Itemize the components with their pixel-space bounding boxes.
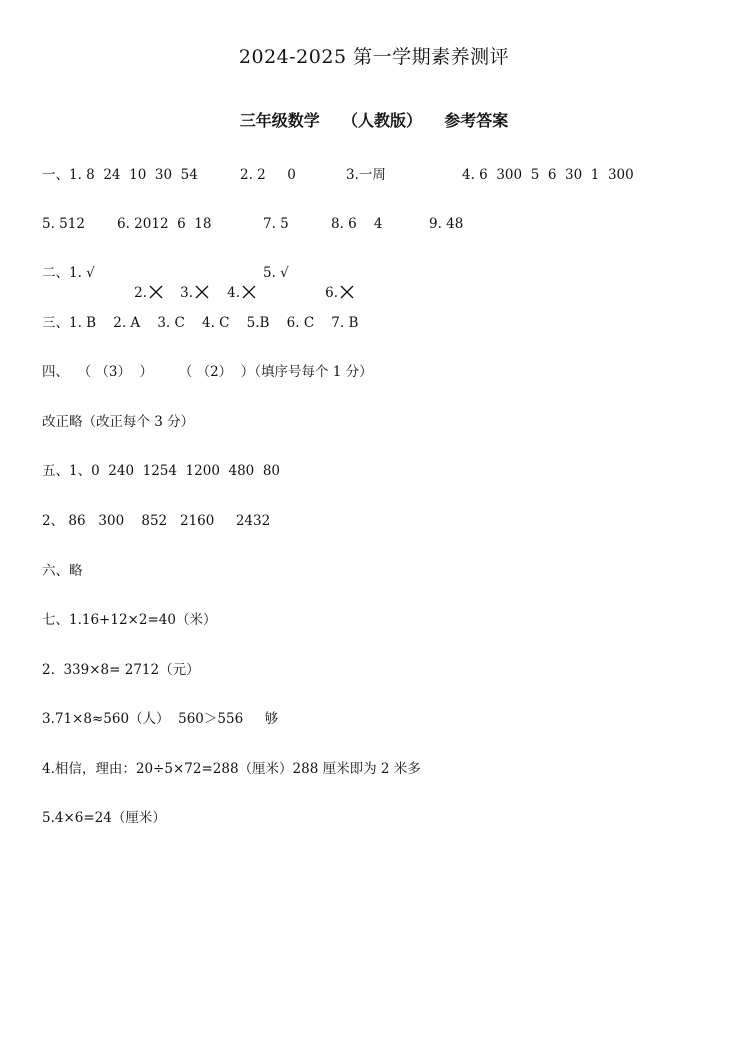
answer-2-1: 二、1. √ [42,265,95,281]
answer-line-section-7-q5: 5.4×6=24（厘米） [42,810,166,826]
answer-1-5: 5. 512 [42,216,85,232]
answer-line-section-2 [42,263,339,301]
answer-line-section-5-part-1: 五、1、0 240 1254 1200 480 80 [42,463,281,479]
cross-mark-icon [241,284,257,300]
answer-line-section-3: 三、1. B 2. A 3. C 4. C 5.B 6. C 7. B [42,315,359,331]
answer-1-3: 3.一周 [346,167,386,183]
answer-line-section-7-q2: 2. 339×8= 2712（元） [42,662,200,678]
answer-1-7: 7. 5 [263,216,289,232]
answer-1-4: 4. 6 300 5 6 30 1 300 [462,167,634,183]
answer-line-section-7-q3: 3.71×8≈560（人） 560＞556 够 [42,711,279,727]
answer-line-section-5-part-2: 2、 86 300 852 2160 2432 [42,513,271,529]
answer-1-8: 8. 6 4 [331,216,383,232]
answer-line-section-4: 四、 （ （3） ） （ （2） ）（填序号每个 1 分） [42,364,373,380]
answer-2-2-label: 2. [134,285,148,301]
cross-mark-icon [339,284,355,300]
cross-mark-icon [194,284,210,300]
answer-2-6-label: 6. [325,285,339,301]
answer-1-1: 一、1. 8 24 10 30 54 [42,167,198,183]
answer-1-6: 6. 2012 6 18 [117,216,212,232]
answer-line-section-6: 六、略 [42,563,83,579]
page-title: 2024-2025 第一学期素养测评 [238,46,510,68]
page-subtitle: 三年级数学 （人教版） 参考答案 [239,111,509,130]
answer-1-9: 9. 48 [429,216,464,232]
answer-line-section-4-note: 改正略（改正每个 3 分） [42,414,195,430]
cross-mark-icon [148,284,164,300]
answer-line-section-7-q4: 4.相信，理由：20÷5×72=288（厘米）288 厘米即为 2 米多 [42,761,421,777]
answer-1-2: 2. 2 0 [240,167,296,183]
answer-2-5: 5. √ [263,265,289,281]
answer-2-4-label: 4. [227,285,241,301]
answer-line-section-1-part-1 [42,165,634,185]
answer-line-section-1-part-2 [42,214,464,234]
answer-2-3-label: 3. [180,285,194,301]
answer-line-section-7-q1: 七、1.16+12×2=40（米） [42,612,217,628]
